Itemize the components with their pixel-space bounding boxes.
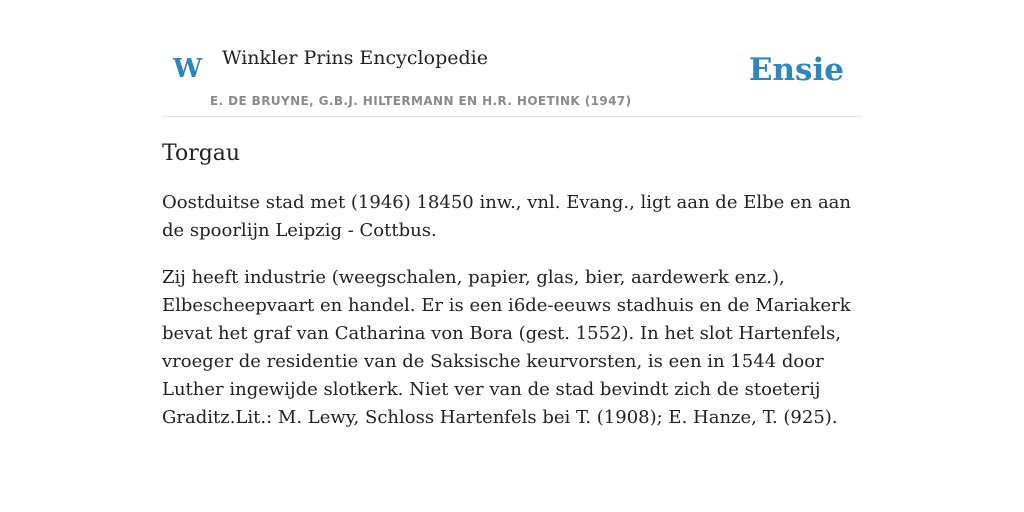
source-header	[162, 0, 862, 117]
article-title: Torgau	[162, 141, 241, 166]
article	[162, 138, 862, 432]
source-authors: E. DE BRUYNE, G.B.J. HILTERMANN EN H.R. HOETINK (1947)	[210, 94, 632, 108]
article-paragraph: Oostduitse stad met (1946) 18450 inw., vnl. Evang., ligt aan de Elbe en aan de spoorlijn Leipzig - Cottbus.	[162, 192, 852, 241]
article-paragraph: Zij heeft industrie (weegschalen, papier, glas, bier, aardewerk enz.), Elbescheepvaart en handel. Er is een i6de-eeuws stadhuis en de Mariakerk bevat het graf van Catharina von Bora (gest. 1552). In het slot Hartenfels, vroeger de residentie van de Saksische keurvorsten, is een in 1544 door Luther ingewijde slotkerk. Niet ver van de stad bevindt zich de stoeterij Graditz.Lit.: M. Lewy, Schloss Hartenfels bei T. (1908); E. Hanze, T. (925).	[162, 267, 851, 428]
winkler-prins-logo-icon[interactable]: W	[173, 54, 203, 84]
ensie-brand-link[interactable]: Ensie	[748, 52, 844, 88]
source-title[interactable]: Winkler Prins Encyclopedie	[222, 47, 488, 69]
